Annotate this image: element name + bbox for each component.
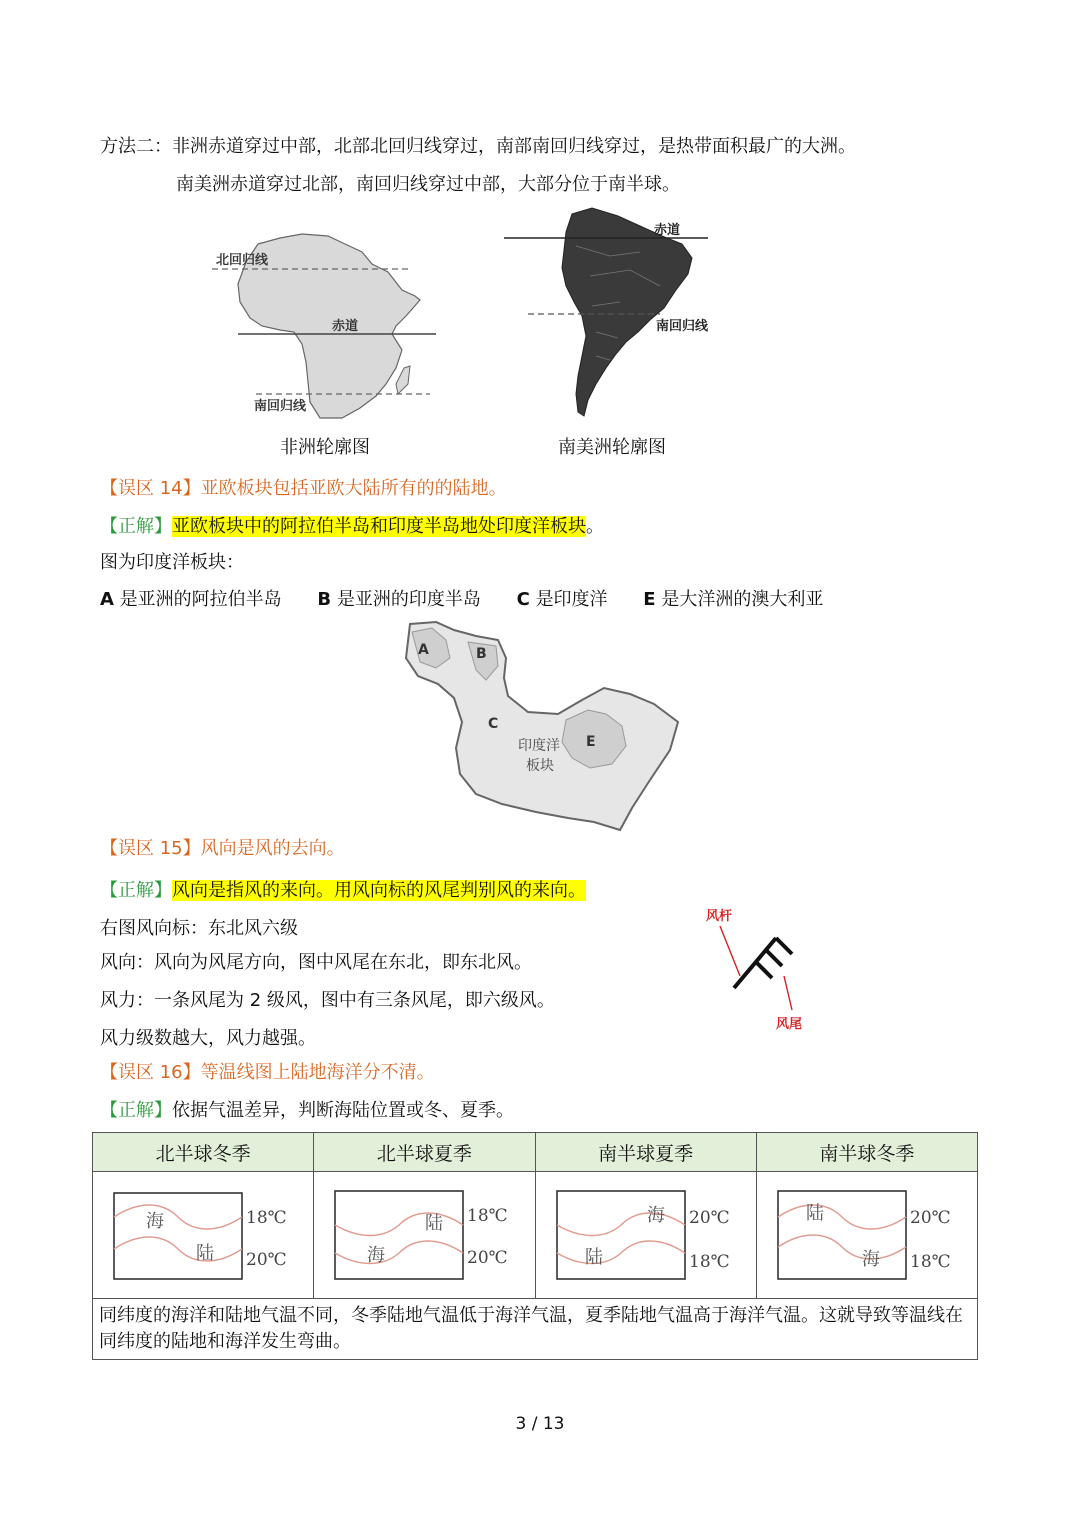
temp-lower: 18℃ <box>909 1252 951 1272</box>
error14-correct-end: 。 <box>586 516 604 537</box>
header-sh-summer: 南半球夏季 <box>535 1133 756 1172</box>
error14-line <box>100 476 507 502</box>
lower-label: 海 <box>367 1245 386 1266</box>
error15-text: 风向是风的去向。 <box>200 838 345 859</box>
temp-lower: 20℃ <box>467 1248 509 1268</box>
plate-legend <box>100 587 853 613</box>
table-note-row <box>93 1299 978 1360</box>
africa-outline-map <box>210 222 442 422</box>
header-nh-winter: 北半球冬季 <box>93 1133 314 1172</box>
lower-label: 陆 <box>196 1243 215 1264</box>
error15-line2: 风向：风向为风尾方向，图中风尾在东北，即东北风。 <box>100 952 532 973</box>
temp-upper: 18℃ <box>467 1206 509 1226</box>
plate-legend-item-b: B 是亚洲的印度半岛 <box>317 589 481 610</box>
error15-tag: 【误区 15】 <box>100 838 201 859</box>
error16-text: 等温线图上陆地海洋分不清。 <box>200 1062 435 1083</box>
error15-line1: 右图风向标：东北风六级 <box>100 918 298 939</box>
isotherm-comparison-table <box>92 1132 978 1360</box>
plate-name-line2: 板块 <box>526 758 554 774</box>
plate-label-e: E <box>586 734 596 750</box>
isotherm-cell-nh-summer <box>314 1172 535 1299</box>
wind-tail-3 <box>756 962 772 978</box>
header-nh-summer: 北半球夏季 <box>314 1133 535 1172</box>
table-figure-row <box>93 1172 978 1299</box>
plate-name-line1: 印度洋 <box>518 738 560 754</box>
south-america-outline-map <box>500 206 732 420</box>
south-america-shape <box>562 208 692 416</box>
plate-legend-item-a: A 是亚洲的阿拉伯半岛 <box>100 589 282 610</box>
error14-text: 亚欧板块包括亚欧大陆所有的的陆地。 <box>200 478 507 499</box>
wind-tail-2 <box>766 950 782 966</box>
isotherm-diagram <box>329 1183 519 1283</box>
table-header-row <box>93 1133 978 1172</box>
isotherm-cell-nh-winter <box>93 1172 314 1299</box>
africa-label-equator: 赤道 <box>332 319 359 334</box>
error15-line3: 风力：一条风尾为 2 级风，图中有三条风尾，即六级风。 <box>100 990 555 1011</box>
error15-line <box>100 836 345 862</box>
plate-legend-item-e: E 是大洋洲的澳大利亚 <box>643 589 824 610</box>
plate-label-c: C <box>488 716 499 732</box>
error16-line <box>100 1060 435 1086</box>
indian-ocean-plate-map <box>398 618 680 834</box>
shaft-pointer <box>720 926 740 976</box>
isotherm-cell-sh-summer <box>535 1172 756 1299</box>
upper-label: 海 <box>646 1205 665 1226</box>
error16-correct-tag: 【正解】 <box>100 1100 172 1121</box>
sa-label-equator: 赤道 <box>654 223 681 238</box>
plate-label-b: B <box>476 646 487 662</box>
wind-label-shaft: 风杆 <box>706 909 733 924</box>
south-america-caption: 南美洲轮廓图 <box>558 437 666 458</box>
temp-upper: 20℃ <box>688 1208 730 1228</box>
temp-upper: 20℃ <box>909 1208 951 1228</box>
error16-correct-text: 依据气温差异，判断海陆位置或冬、夏季。 <box>172 1100 514 1121</box>
lower-label: 海 <box>861 1249 880 1270</box>
page-number: 3 / 13 <box>515 1414 565 1434</box>
error15-line4: 风力级数越大，风力越强。 <box>100 1028 316 1049</box>
africa-caption: 非洲轮廓图 <box>280 437 370 458</box>
error16-tag: 【误区 16】 <box>100 1062 201 1083</box>
error16-correct-line <box>100 1098 514 1124</box>
temp-lower: 20℃ <box>246 1250 287 1270</box>
temp-upper: 18℃ <box>246 1208 287 1228</box>
plate-label-a: A <box>418 642 429 658</box>
upper-label: 海 <box>146 1211 165 1232</box>
upper-label: 陆 <box>425 1213 444 1234</box>
error14-correct-tag: 【正解】 <box>100 516 172 537</box>
header-sh-winter: 南半球冬季 <box>756 1133 977 1172</box>
error14-intro: 图为印度洋板块： <box>100 552 244 573</box>
method2-line1: 方法二：非洲赤道穿过中部，北部北回归线穿过，南部南回归线穿过，是热带面积最广的大洲。 <box>100 136 856 157</box>
plate-legend-item-c: C 是印度洋 <box>516 589 608 610</box>
error14-tag: 【误区 14】 <box>100 478 201 499</box>
isotherm-cell-sh-winter <box>756 1172 977 1299</box>
method2-line2: 南美洲赤道穿过北部，南回归线穿过中部，大部分位于南半球。 <box>176 174 680 195</box>
africa-label-south: 南回归线 <box>254 399 307 414</box>
error15-correct-line <box>100 878 586 904</box>
isotherm-diagram <box>108 1183 298 1283</box>
table-note: 同纬度的海洋和陆地气温不同，冬季陆地气温低于海洋气温，夏季陆地气温高于海洋气温。这就导致等温线在同纬度的陆地和海洋发生弯曲。 <box>93 1299 978 1360</box>
wind-vane-figure <box>700 902 810 1036</box>
tail-pointer <box>784 976 792 1010</box>
error14-correct-line <box>100 514 604 540</box>
lower-label: 陆 <box>584 1247 603 1268</box>
error15-correct-tag: 【正解】 <box>100 880 172 901</box>
temp-lower: 18℃ <box>688 1252 730 1272</box>
sa-label-south: 南回归线 <box>656 319 709 334</box>
wind-label-tail: 风尾 <box>776 1017 803 1032</box>
error15-correct-text: 风向是指风的来向。用风向标的风尾判别风的来向。 <box>172 880 586 901</box>
wind-tail-1 <box>776 938 792 954</box>
isotherm-diagram <box>772 1183 962 1283</box>
upper-label: 陆 <box>805 1203 824 1224</box>
error14-correct-text: 亚欧板块中的阿拉伯半岛和印度半岛地处印度洋板块 <box>172 516 586 537</box>
africa-label-north: 北回归线 <box>216 253 269 268</box>
isotherm-diagram <box>551 1183 741 1283</box>
madagascar-shape <box>396 366 410 394</box>
